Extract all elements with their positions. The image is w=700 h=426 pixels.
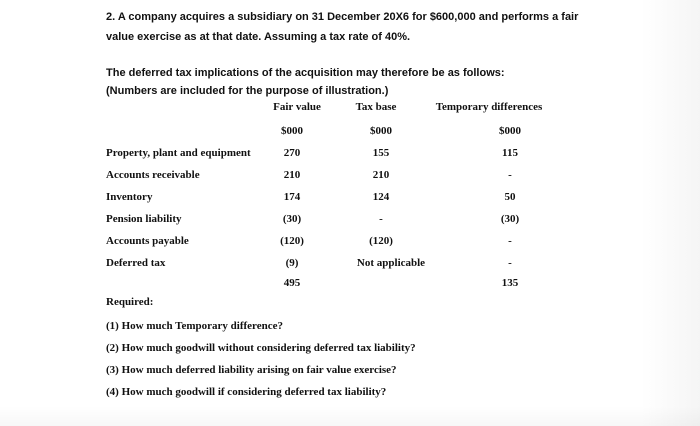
cell-tax-base: (120) (369, 235, 393, 247)
unit-fair-value: $000 (281, 125, 303, 137)
cell-temp-diff: - (508, 235, 512, 247)
cell-tax-base: - (379, 213, 383, 225)
required-item-2: (2) How much goodwill without considering deferred tax liability? (106, 342, 416, 354)
page-edge-shadow (640, 0, 700, 426)
page-bottom-shadow (0, 406, 700, 426)
question-line-1: 2. A company acquires a subsidiary on 31 December 20X6 for $600,000 and performs a fair (106, 11, 579, 23)
cell-fair-value: 270 (283, 147, 301, 159)
cell-temp-diff: - (508, 257, 512, 269)
cell-tax-base: 155 (372, 147, 390, 159)
total-temp-diff: 135 (501, 277, 519, 289)
row-label: Accounts payable (106, 235, 189, 247)
cell-tax-base: 124 (372, 191, 390, 203)
cell-temp-diff: - (508, 169, 512, 181)
header-fair-value: Fair value (273, 101, 321, 113)
cell-fair-value: (30) (282, 213, 302, 225)
row-label: Accounts receivable (106, 169, 200, 181)
unit-temporary-differences: $000 (499, 125, 521, 137)
cell-fair-value: 174 (283, 191, 301, 203)
cell-temp-diff: (30) (500, 213, 520, 225)
row-label: Pension liability (106, 213, 182, 225)
row-label: Inventory (106, 191, 153, 203)
row-label: Property, plant and equipment (106, 147, 251, 159)
cell-temp-diff: 115 (502, 147, 518, 159)
cell-tax-base: 210 (372, 169, 390, 181)
row-label: Deferred tax (106, 257, 166, 269)
header-tax-base: Tax base (355, 101, 397, 113)
required-item-1: (1) How much Temporary difference? (106, 320, 283, 332)
cell-tax-base: Not applicable (356, 257, 426, 269)
required-item-4: (4) How much goodwill if considering deferred tax liability? (106, 386, 387, 398)
cell-fair-value: (120) (280, 235, 304, 247)
intro-line-2: (Numbers are included for the purpose of illustration.) (106, 85, 389, 97)
cell-temp-diff: 50 (504, 191, 516, 203)
header-temporary-differences: Temporary differences (435, 101, 543, 113)
question-line-2: value exercise as at that date. Assuming a tax rate of 40%. (106, 31, 411, 43)
required-heading: Required: (106, 296, 154, 308)
intro-line-1: The deferred tax implications of the acquisition may therefore be as follows: (106, 67, 505, 79)
total-fair-value: 495 (283, 277, 301, 289)
unit-tax-base: $000 (370, 125, 392, 137)
cell-fair-value: 210 (283, 169, 301, 181)
cell-fair-value: (9) (285, 257, 299, 269)
required-item-3: (3) How much deferred liability arising on fair value exercise? (106, 364, 397, 376)
